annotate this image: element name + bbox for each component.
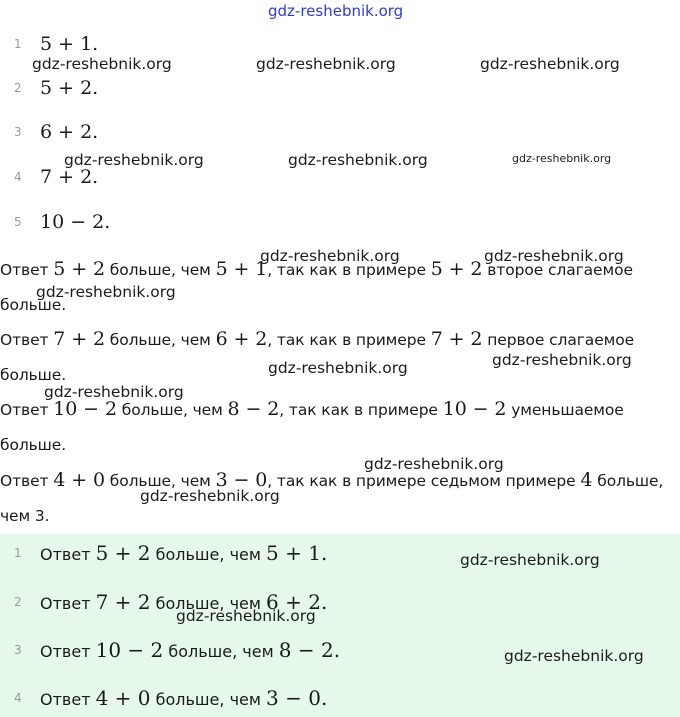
math: 7 + 2 [53,328,105,350]
math: 7 + 2 [95,590,151,614]
watermark: gdz-reshebnik.org [256,55,396,73]
text: , так как в примере седьмом примере [267,472,581,490]
watermark: gdz-reshebnik.org [32,55,172,73]
watermark: gdz-reshebnik.org [140,487,280,505]
list-item [0,117,98,147]
watermark: gdz-reshebnik.org [44,383,184,401]
text: больше, чем [104,331,216,349]
watermark: gdz-reshebnik.org [176,607,316,625]
math: 5 + 2 [430,258,483,280]
watermark: gdz-reshebnik.org [364,455,504,473]
watermark: gdz-reshebnik.org [36,283,176,301]
text: , так как в примере [267,261,431,279]
text: второе слагаемое больше. [0,261,633,314]
watermark: gdz-reshebnik.org [288,151,428,169]
math: 5 + 2 [53,258,105,280]
text: первое слагаемое больше. [0,331,635,384]
math: 5 + 2 [95,541,151,565]
text: больше, чем [150,545,267,564]
math: 10 − 2 [442,398,507,420]
text: Ответ [0,331,54,349]
math: 3 − 0. [266,686,328,710]
text: , так как в примере [279,401,443,419]
watermark-top: gdz-reshebnik.org [268,2,404,20]
math: 6 + 2 [215,328,268,350]
text: Ответ [0,472,54,490]
text: больше, чем [150,690,267,709]
math: 4 + 0 [95,686,151,710]
watermark: gdz-reshebnik.org [512,152,612,165]
text: Ответ [0,401,54,419]
text: , так как в примере [267,331,431,349]
watermark: gdz-reshebnik.org [64,151,204,169]
answer-paragraph [0,392,676,463]
watermark: gdz-reshebnik.org [268,359,408,377]
math: 4 [580,469,593,491]
list-expression: 7 + 2. [40,166,99,188]
math: 4 + 0 [53,469,105,491]
math: 5 + 1. [266,541,328,565]
text: Ответ [40,594,96,613]
list-number: 3 [14,125,22,139]
list-expression: 5 + 1. [40,33,99,55]
answer-list-item [0,538,327,568]
watermark: gdz-reshebnik.org [260,247,400,265]
watermark: gdz-reshebnik.org [504,647,644,665]
math: 8 − 2. [278,638,341,662]
answer-list-item [0,683,327,713]
watermark: gdz-reshebnik.org [460,551,600,569]
watermark: gdz-reshebnik.org [480,55,620,73]
math: 5 + 1 [215,258,268,280]
answer-text [40,541,327,565]
list-item [0,207,110,237]
math: 10 − 2 [95,638,164,662]
list-number: 3 [14,643,22,657]
text: больше, чем 3. [0,472,664,525]
text: уменьшаемое больше. [0,401,624,454]
answer-list-item [0,635,340,665]
text: больше, чем [163,642,279,661]
answer-paragraph [0,463,676,534]
text: Ответ [40,690,96,709]
text: Ответ [0,261,54,279]
list-number: 1 [14,546,22,560]
math: 10 − 2 [53,398,117,420]
text: Ответ [40,545,96,564]
list-expression: 10 − 2. [40,211,111,233]
list-number: 4 [14,170,22,184]
text: больше, чем [104,472,216,490]
watermark: gdz-reshebnik.org [484,247,624,265]
list-expression: 5 + 2. [40,77,99,99]
math: 8 − 2 [227,398,280,420]
watermark: gdz-reshebnik.org [492,351,632,369]
list-number: 1 [14,37,22,51]
text: больше, чем [116,401,228,419]
math: 7 + 2 [430,328,483,350]
list-number: 2 [14,81,22,95]
answer-text [40,638,340,662]
math: 6 + 2. [266,590,328,614]
list-expression: 6 + 2. [40,121,99,143]
text: больше, чем [150,594,267,613]
text: больше, чем [104,261,216,279]
math: 3 − 0 [215,469,268,491]
text: Ответ [40,642,96,661]
answer-text [40,686,327,710]
list-number: 2 [14,595,22,609]
list-number: 5 [14,215,22,229]
list-item [0,73,98,103]
list-number: 4 [14,691,22,705]
